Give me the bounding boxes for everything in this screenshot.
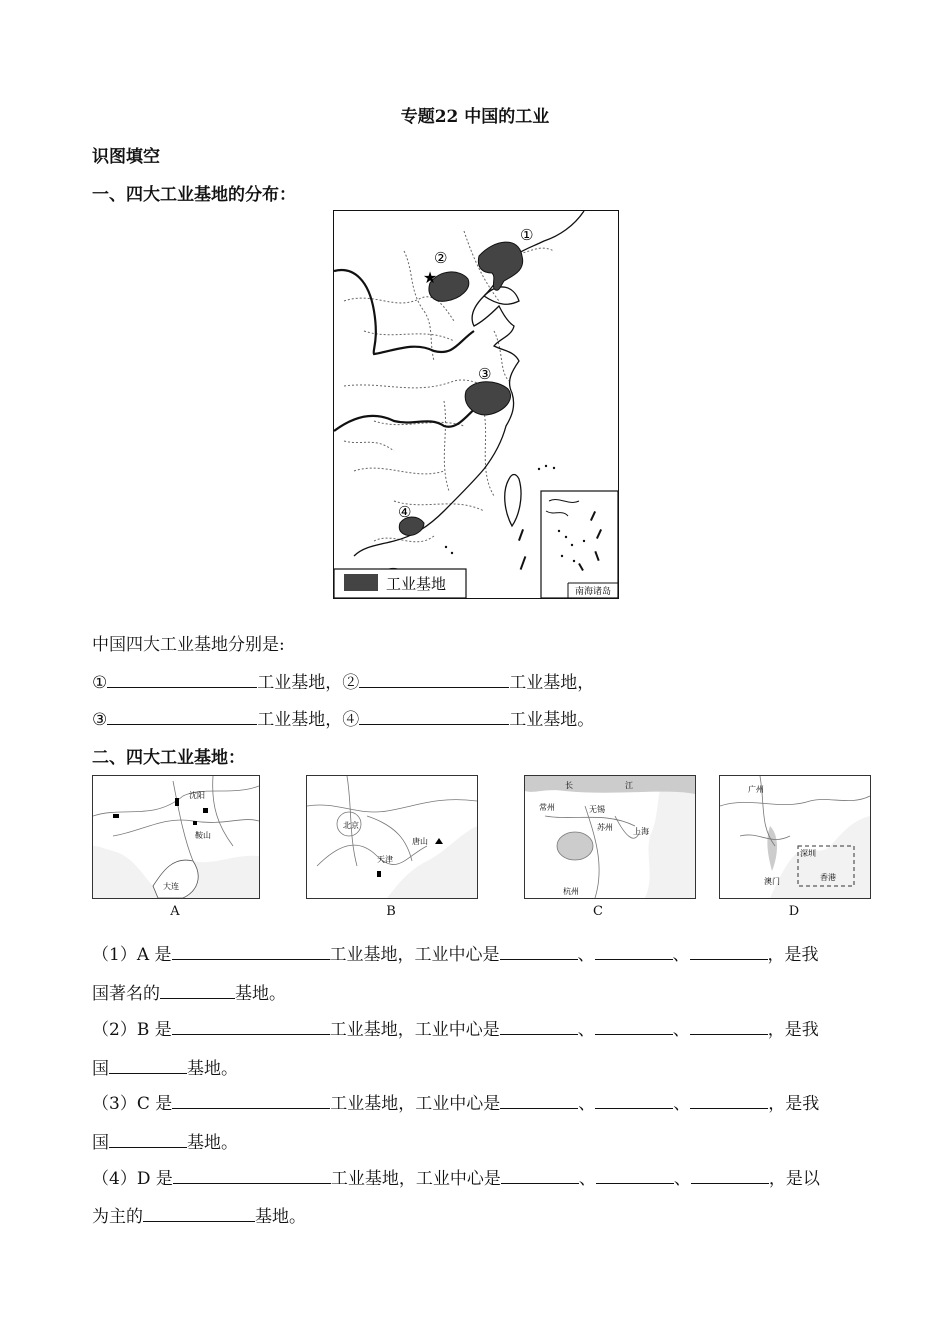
q1-blank-center-1[interactable] — [500, 944, 578, 960]
map-b — [306, 775, 478, 899]
q4-blank-center-1[interactable] — [501, 1168, 579, 1184]
base-hu-ning-hang — [465, 382, 510, 415]
caption-b: B — [386, 904, 396, 919]
svg-text:香港: 香港 — [820, 873, 836, 882]
svg-text:★: ★ — [422, 268, 438, 287]
question-4-line-2: 为主的 基地。 — [92, 1207, 306, 1227]
svg-text:天津: 天津 — [377, 855, 393, 864]
base-liao-zhong-nan — [478, 242, 522, 290]
question-4-line-1: （4）D 是 工业基地，工业中心是 、 、 ，是以 — [92, 1169, 820, 1189]
china-map-graphic — [334, 211, 618, 598]
svg-text:澳门: 澳门 — [764, 877, 780, 886]
svg-text:大连: 大连 — [163, 882, 179, 891]
q1-blank-center-3[interactable] — [690, 944, 768, 960]
page-title: 专题22 中国的工业 — [400, 107, 550, 127]
section1-heading: 一、四大工业基地的分布： — [92, 185, 296, 205]
svg-text:北京: 北京 — [343, 821, 359, 830]
question-3-line-1: （3）C 是 工业基地，工业中心是 、 、 ，是我 — [92, 1094, 820, 1114]
svg-text:无锡: 无锡 — [589, 805, 605, 814]
map-a — [92, 775, 260, 899]
q4-blank-center-3[interactable] — [691, 1168, 769, 1184]
svg-text:鞍山: 鞍山 — [195, 831, 211, 840]
map-marker-1: ① — [520, 226, 534, 244]
inset-label: 南海诸岛 — [574, 587, 612, 597]
q2-blank-center-1[interactable] — [500, 1019, 578, 1035]
caption-d: D — [788, 904, 800, 919]
question-2-line-1: （2）B 是 工业基地，工业中心是 、 、 ，是我 — [92, 1020, 819, 1040]
q3-blank-center-1[interactable] — [500, 1093, 578, 1109]
q1-blank-type[interactable] — [160, 983, 235, 999]
q2-blank-center-2[interactable] — [595, 1019, 673, 1035]
q3-blank-center-2[interactable] — [595, 1093, 673, 1109]
intro-text: 中国四大工业基地分别是: — [92, 635, 285, 655]
svg-text:苏州: 苏州 — [597, 823, 613, 832]
svg-text:江: 江 — [625, 781, 633, 790]
question-1-line-1: （1）A 是 工业基地，工业中心是 、 、 ，是我 — [92, 945, 819, 965]
section-fill-heading: 识图填空 — [92, 147, 160, 167]
caption-c: C — [593, 904, 603, 919]
svg-text:常州: 常州 — [539, 803, 555, 812]
china-industrial-base-map — [333, 210, 619, 599]
q3-blank-type[interactable] — [109, 1132, 187, 1148]
legend-label: 工业基地 — [386, 575, 447, 593]
q1-blank-base[interactable] — [172, 944, 330, 960]
blank-base-4[interactable] — [359, 709, 509, 725]
map-c — [524, 775, 696, 899]
q2-blank-type[interactable] — [109, 1058, 187, 1074]
map-marker-2: ② — [434, 249, 448, 267]
question-2-line-2: 国 基地。 — [92, 1059, 238, 1079]
caption-a: A — [170, 904, 180, 919]
svg-text:唐山: 唐山 — [412, 837, 428, 846]
blank-base-2[interactable] — [359, 672, 509, 688]
question-3-line-2: 国 基地。 — [92, 1133, 238, 1153]
fill-row-2: ③ 工业基地，④ 工业基地。 — [92, 710, 595, 730]
fill-row-1: ① 工业基地，② 工业基地， — [92, 673, 595, 693]
q4-blank-type[interactable] — [143, 1206, 255, 1222]
section2-heading: 二、四大工业基地： — [92, 748, 245, 768]
q2-blank-base[interactable] — [172, 1019, 330, 1035]
svg-text:长: 长 — [565, 781, 573, 790]
map-marker-3: ③ — [478, 365, 492, 383]
map-marker-4: ④ — [398, 503, 412, 521]
svg-text:杭州: 杭州 — [563, 887, 579, 896]
blank-base-3[interactable] — [107, 709, 257, 725]
q1-blank-center-2[interactable] — [595, 944, 673, 960]
question-1-line-2: 国著名的 基地。 — [92, 984, 286, 1004]
q3-blank-center-3[interactable] — [690, 1093, 768, 1109]
map-d — [719, 775, 871, 899]
q4-blank-center-2[interactable] — [596, 1168, 674, 1184]
svg-text:沈阳: 沈阳 — [189, 791, 205, 800]
svg-text:上海: 上海 — [633, 827, 649, 836]
blank-base-1[interactable] — [107, 672, 257, 688]
q2-blank-center-3[interactable] — [690, 1019, 768, 1035]
svg-text:广州: 广州 — [748, 785, 764, 794]
q3-blank-base[interactable] — [172, 1093, 330, 1109]
q4-blank-base[interactable] — [173, 1168, 331, 1184]
svg-text:深圳: 深圳 — [800, 849, 816, 858]
